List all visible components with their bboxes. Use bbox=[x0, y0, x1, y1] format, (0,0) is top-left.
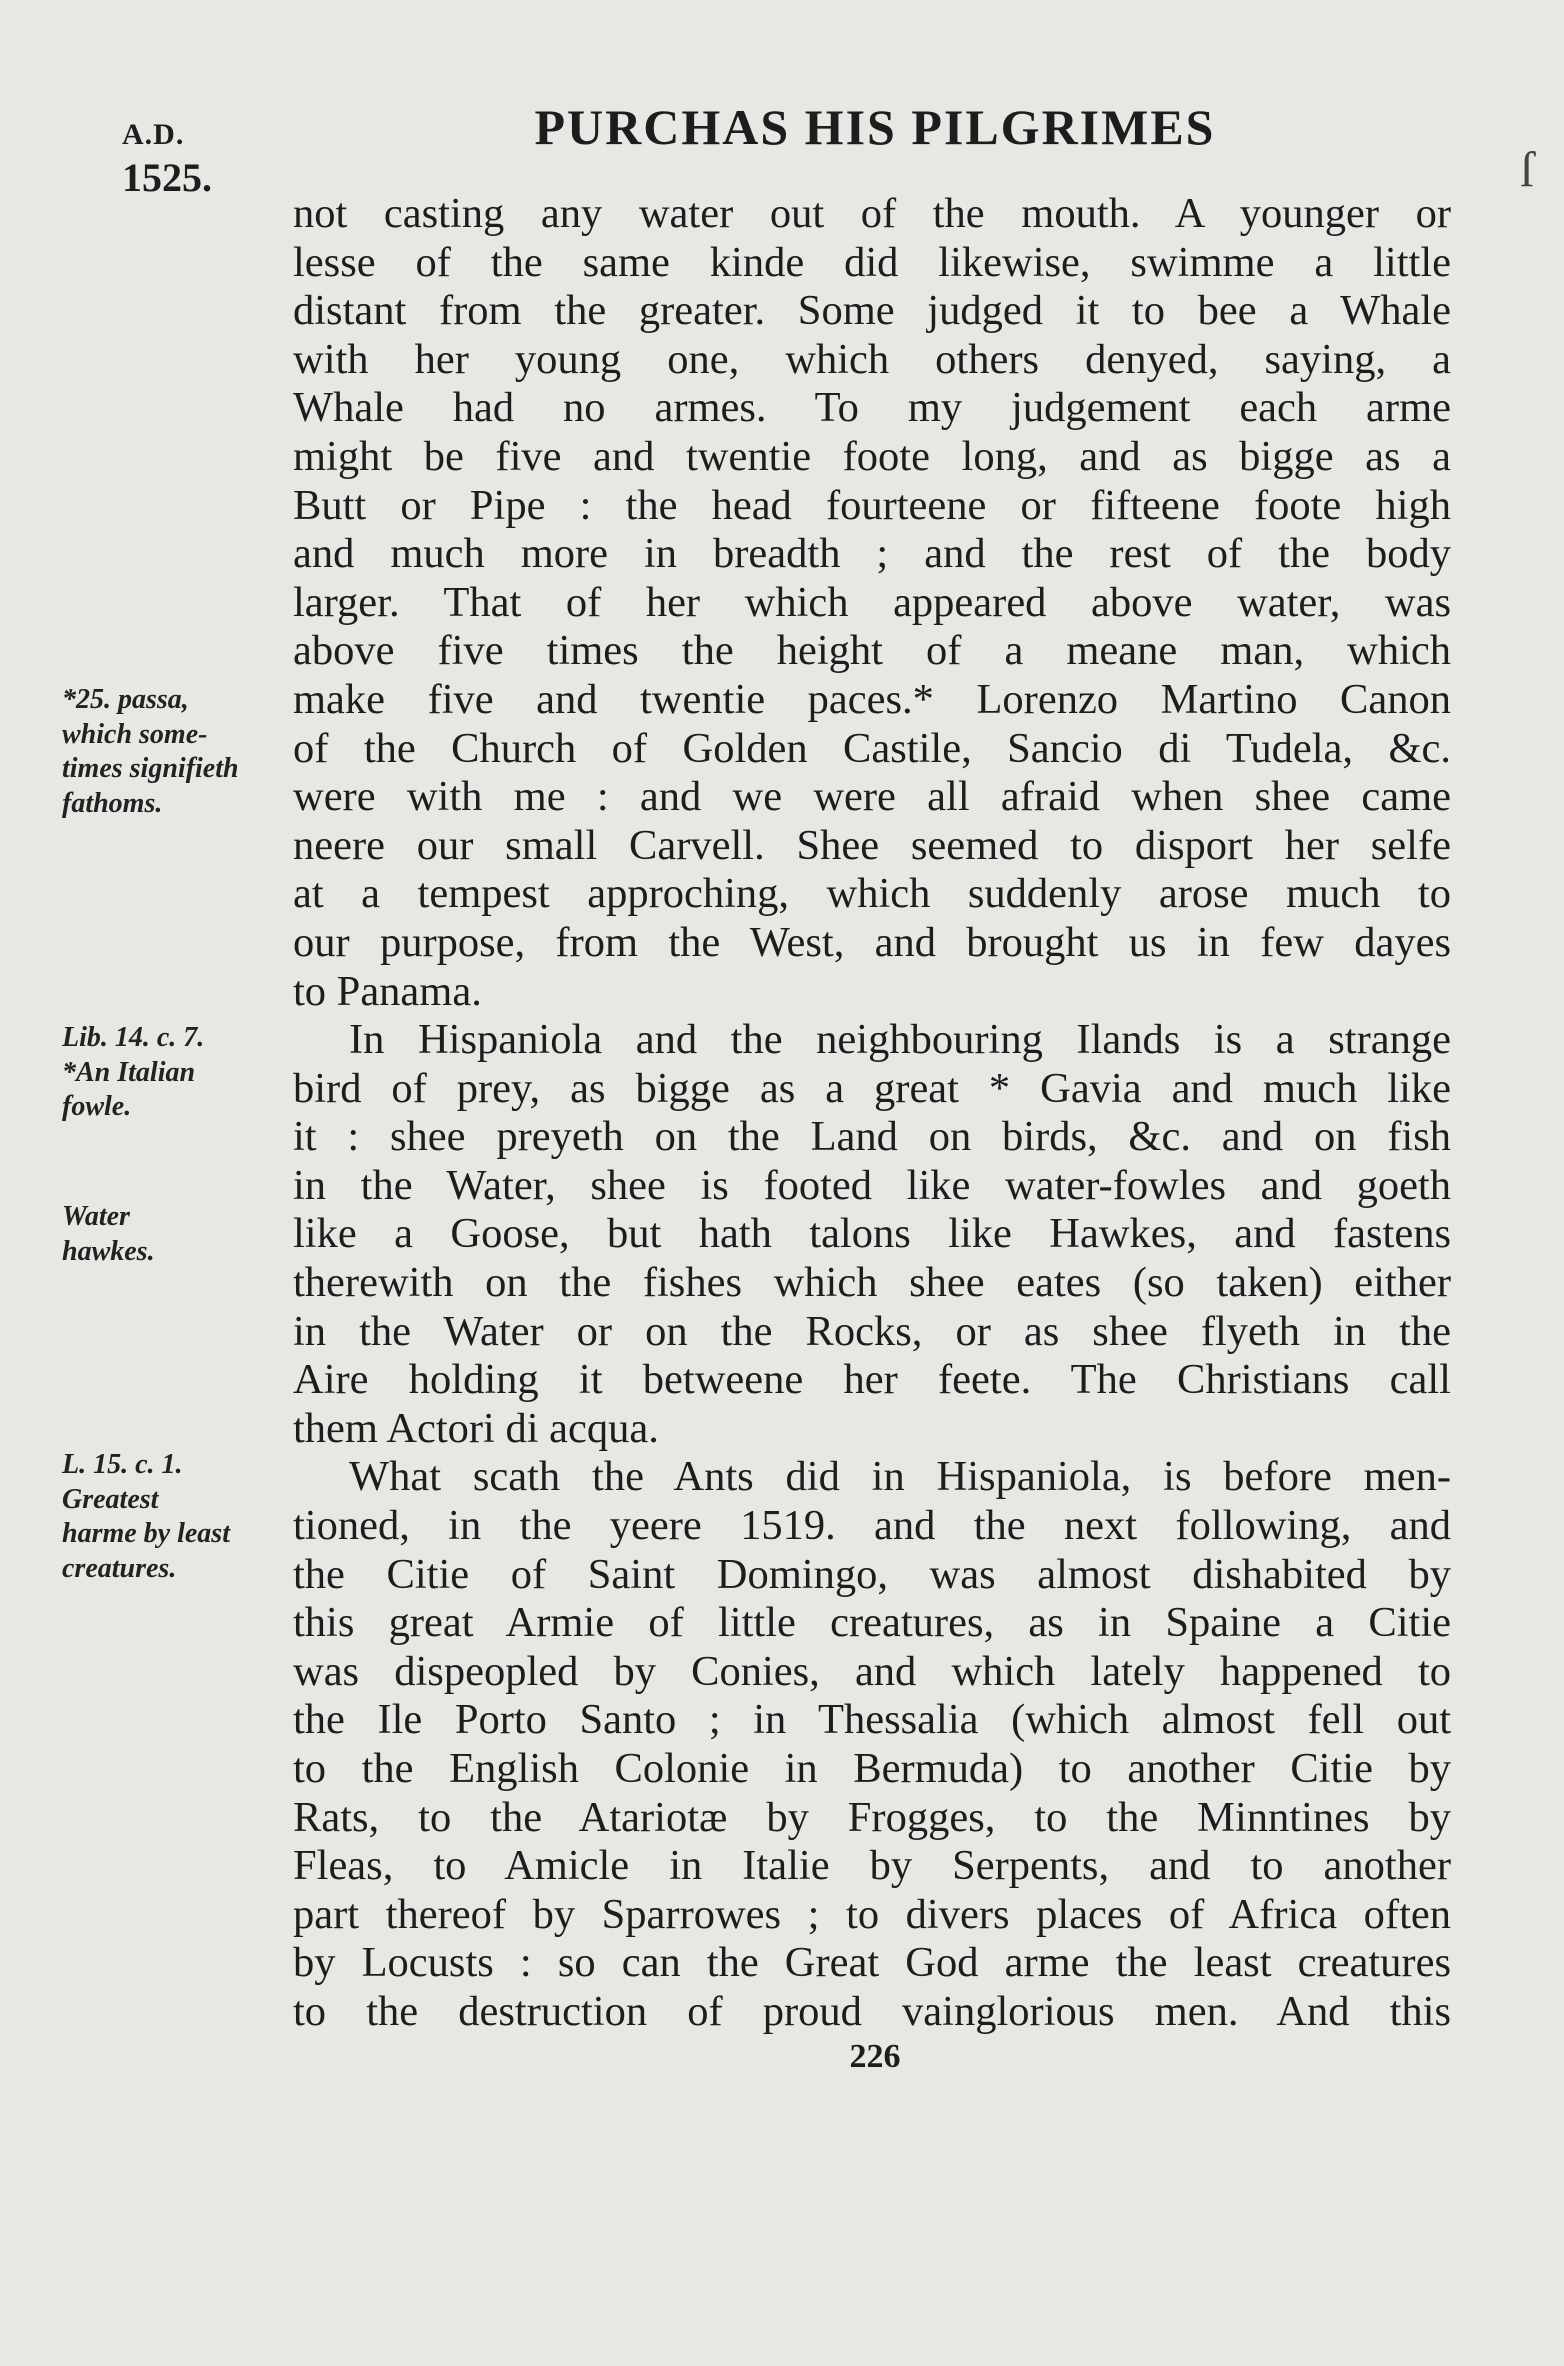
paragraph-start-line: In Hispaniola and the neighbouring Ilands is a strange bbox=[349, 1016, 1451, 1064]
margin-flourish-mark: ſ bbox=[1520, 141, 1534, 197]
text-line: Whale had no armes. To my judgement each arme bbox=[293, 384, 1451, 432]
text-line: neere our small Carvell. Shee seemed to disport her selfe bbox=[293, 821, 1451, 869]
text-line: larger. That of her which appeared above water, was bbox=[293, 578, 1451, 626]
text-line: to the English Colonie in Bermuda) to another Citie by bbox=[293, 1745, 1451, 1792]
year-heading bbox=[122, 118, 262, 201]
margin-note-line: Lib. 14. c. 7. bbox=[62, 1022, 205, 1053]
paragraph-start-line: What scath the Ants did in Hispaniola, is before men- bbox=[349, 1453, 1451, 1501]
text-line: lesse of the same kinde did likewise, swimme a little bbox=[293, 238, 1451, 286]
text-line: distant from the greater. Some judged it to bee a Whale bbox=[293, 287, 1451, 335]
text-line: Aire holding it betweene her feete. The Christians call bbox=[293, 1356, 1451, 1404]
text-line: to Panama. bbox=[293, 967, 482, 1015]
margin-note-greatest-harme bbox=[62, 1448, 282, 1586]
margin-note-line: fathoms. bbox=[62, 787, 163, 819]
margin-note-passa bbox=[62, 683, 282, 821]
margin-note-line: creatures. bbox=[62, 1552, 177, 1584]
text-line: and much more in breadth ; and the rest of the body bbox=[293, 530, 1451, 578]
text-line: the Citie of Saint Domingo, was almost dishabited by bbox=[293, 1550, 1451, 1598]
margin-note-line: *An Italian bbox=[62, 1056, 196, 1088]
text-line: make five and twentie paces.* Lorenzo Martino Canon bbox=[293, 675, 1451, 723]
margin-note-water-hawkes bbox=[62, 1200, 282, 1269]
text-line: them Actori di acqua. bbox=[293, 1404, 659, 1452]
body-text bbox=[293, 190, 1451, 2037]
running-title: PURCHAS HIS PILGRIMES bbox=[534, 99, 1216, 155]
margin-note-line: Water bbox=[62, 1201, 130, 1232]
margin-note-line: *25. passa, bbox=[62, 684, 189, 715]
text-line: our purpose, from the West, and brought us in few dayes bbox=[293, 918, 1451, 966]
text-line: to the destruction of proud vainglorious men. And this bbox=[293, 1987, 1451, 2035]
anno-domini-label: A.D. bbox=[122, 118, 185, 151]
margin-note-line: Greatest bbox=[62, 1483, 159, 1515]
page-number: 226 bbox=[849, 2038, 901, 2075]
text-line: was dispeopled by Conies, and which lately happened to bbox=[293, 1647, 1451, 1695]
text-line: in the Water or on the Rocks, or as shee flyeth in the bbox=[293, 1307, 1451, 1355]
text-line: with her young one, which others denyed, saying, a bbox=[293, 335, 1451, 383]
margin-note-line: hawkes. bbox=[62, 1235, 155, 1267]
text-line: the Ile Porto Santo ; in Thessalia (which almost fell out bbox=[293, 1696, 1451, 1744]
text-line: of the Church of Golden Castile, Sancio di Tudela, &c. bbox=[293, 724, 1451, 772]
margin-note-italian-fowle bbox=[62, 1021, 282, 1125]
text-line: bird of prey, as bigge as a great * Gavia and much like bbox=[293, 1064, 1451, 1112]
text-line: above five times the height of a meane man, which bbox=[293, 627, 1451, 675]
text-line: at a tempest approching, which suddenly arose much to bbox=[293, 870, 1451, 918]
text-line: therewith on the fishes which shee eates (so taken) either bbox=[293, 1259, 1451, 1307]
text-line: in the Water, shee is footed like water-fowles and goeth bbox=[293, 1161, 1451, 1209]
text-line: not casting any water out of the mouth. A younger or bbox=[293, 190, 1451, 237]
margin-note-line: times signifieth bbox=[62, 753, 239, 784]
text-line: tioned, in the yeere 1519. and the next following, and bbox=[293, 1502, 1451, 1550]
text-line: it : shee preyeth on the Land on birds, &c. and on fish bbox=[293, 1113, 1451, 1161]
text-line: were with me : and we were all afraid when shee came bbox=[293, 773, 1451, 821]
text-line: part thereof by Sparrowes ; to divers places of Africa often bbox=[293, 1890, 1451, 1938]
text-line: like a Goose, but hath talons like Hawkes, and fastens bbox=[293, 1210, 1451, 1258]
margin-note-line: which some- bbox=[62, 718, 208, 750]
text-line: Butt or Pipe : the head fourteene or fifteene foote high bbox=[293, 481, 1451, 529]
text-line: Fleas, to Amicle in Italie by Serpents, and to another bbox=[293, 1842, 1451, 1890]
margin-note-line: L. 15. c. 1. bbox=[62, 1449, 183, 1480]
text-line: by Locusts : so can the Great God arme the least creatures bbox=[293, 1939, 1451, 1987]
text-line: this great Armie of little creatures, as in Spaine a Citie bbox=[293, 1599, 1451, 1647]
text-line: might be five and twentie foote long, and as bigge as a bbox=[293, 432, 1451, 480]
text-line: Rats, to the Atariotæ by Frogges, to the Minntines by bbox=[293, 1793, 1451, 1841]
margin-note-line: fowle. bbox=[62, 1091, 132, 1122]
year-label: 1525. bbox=[122, 155, 212, 200]
margin-note-line: harme by least bbox=[62, 1518, 230, 1549]
